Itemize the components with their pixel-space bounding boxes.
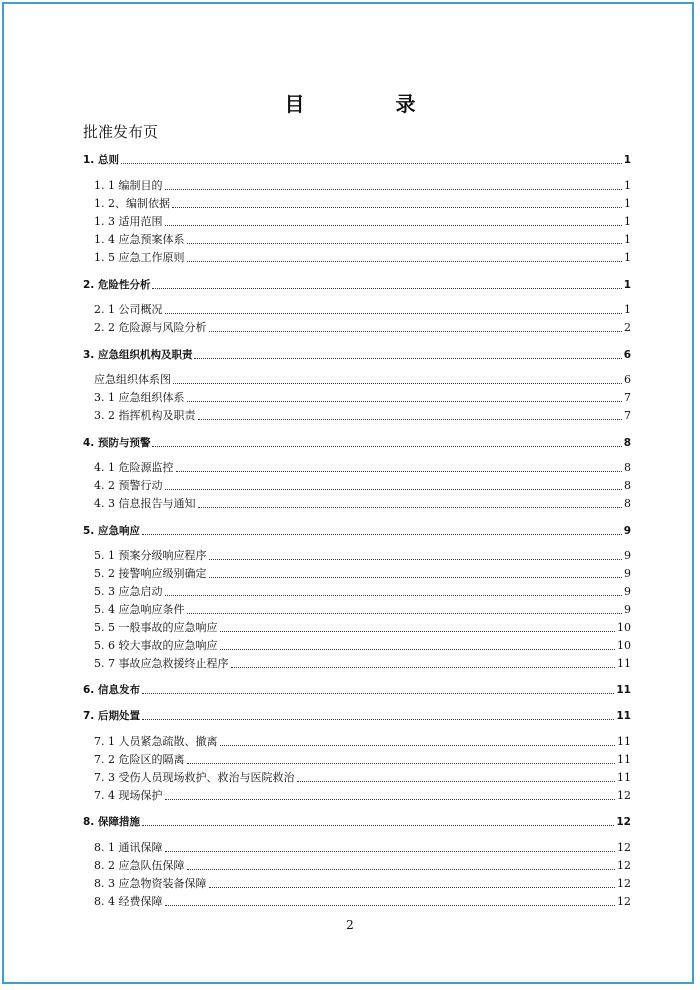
toc-entry-label: 4. 1 危险源监控 <box>94 461 174 474</box>
toc-subsection-entry[interactable] <box>83 619 631 635</box>
toc-entry-page: 9 <box>624 585 631 598</box>
toc-entry-page: 2 <box>624 321 631 334</box>
toc-entry-page: 11 <box>617 771 631 784</box>
toc-leader-dots <box>165 312 623 314</box>
toc-leader-dots <box>165 904 616 906</box>
toc-entry-label: 7. 1 人员紧急疏散、撤离 <box>94 735 218 748</box>
toc-leader-dots <box>165 798 616 800</box>
toc-entry-page: 8 <box>624 479 631 492</box>
toc-entry-label: 4. 2 预警行动 <box>94 479 163 492</box>
toc-leader-dots <box>173 382 622 384</box>
toc-entry-page: 8 <box>624 461 631 474</box>
toc-subsection-entry[interactable] <box>83 177 631 193</box>
toc-leader-dots <box>209 886 616 888</box>
toc-entry-page: 11 <box>616 684 631 696</box>
toc-leader-dots <box>142 692 614 694</box>
toc-section-entry[interactable] <box>83 346 631 362</box>
toc-subsection-entry[interactable] <box>83 389 631 405</box>
toc-entry-label: 2. 2 危险源与风险分析 <box>94 321 207 334</box>
toc-subsection-entry[interactable] <box>83 477 631 493</box>
toc-entry-label: 5. 5 一般事故的应急响应 <box>94 621 218 634</box>
toc-entry-label: 3. 1 应急组织体系 <box>94 391 185 404</box>
toc-leader-dots <box>209 330 623 332</box>
toc-entry-label: 2. 危险性分析 <box>83 279 151 291</box>
toc-entry-label: 5. 4 应急响应条件 <box>94 603 185 616</box>
toc-entry-label: 1. 总则 <box>83 154 119 166</box>
toc-leader-dots <box>198 506 623 508</box>
toc-leader-dots <box>142 824 614 826</box>
toc-entry-page: 1 <box>624 251 631 264</box>
approval-page-link[interactable]: 批准发布页 <box>83 123 159 141</box>
toc-section-entry[interactable] <box>83 434 631 450</box>
page-number: 2 <box>346 918 354 932</box>
toc-leader-dots <box>198 418 623 420</box>
toc-leader-dots <box>220 630 616 632</box>
toc-leader-dots <box>165 488 623 490</box>
toc-entry-label: 3. 2 指挥机构及职责 <box>94 409 196 422</box>
toc-entry-page: 1 <box>624 197 631 210</box>
toc-subsection-entry[interactable] <box>83 565 631 581</box>
toc-entry-page: 12 <box>617 877 631 890</box>
toc-leader-dots <box>187 400 623 402</box>
toc-leader-dots <box>165 850 616 852</box>
toc-leader-dots <box>220 744 616 746</box>
toc-entry-label: 5. 7 事故应急救援终止程序 <box>94 657 229 670</box>
toc-entry-label: 1. 1 编制目的 <box>94 179 163 192</box>
toc-entry-page: 1 <box>623 279 631 291</box>
toc-entry-label: 1. 4 应急预案体系 <box>94 233 185 246</box>
toc-subsection-entry[interactable] <box>83 857 631 873</box>
toc-entry-label: 5. 1 预案分级响应程序 <box>94 549 207 562</box>
toc-entry-label: 7. 3 受伤人员现场救护、救治与医院救治 <box>94 771 295 784</box>
toc-entry-label: 1. 5 应急工作原则 <box>94 251 185 264</box>
toc-entry-page: 10 <box>617 639 631 652</box>
toc-entry-page: 9 <box>623 525 631 537</box>
toc-leader-dots <box>152 445 621 447</box>
toc-subsection-entry[interactable] <box>83 301 631 317</box>
toc-subsection-entry[interactable] <box>83 751 631 767</box>
toc-entry-label: 2. 1 公司概况 <box>94 303 163 316</box>
page-title: 目 录 <box>284 92 458 116</box>
toc-subsection-entry[interactable] <box>83 769 631 785</box>
toc-entry-label: 4. 3 信息报告与通知 <box>94 497 196 510</box>
toc-entry-label: 8. 保障措施 <box>83 816 140 828</box>
toc-section-entry[interactable] <box>83 813 631 829</box>
toc-leader-dots <box>172 206 622 208</box>
toc-entry-page: 1 <box>624 233 631 246</box>
toc-entry-page: 12 <box>617 841 631 854</box>
toc-subsection-entry[interactable] <box>83 875 631 891</box>
toc-entry-page: 10 <box>617 621 631 634</box>
toc-entry-label: 应急组织体系图 <box>94 373 171 386</box>
toc-leader-dots <box>187 242 623 244</box>
toc-entry-page: 11 <box>617 753 631 766</box>
toc-entry-label: 6. 信息发布 <box>83 684 140 696</box>
toc-entry-page: 11 <box>617 735 631 748</box>
toc-entry-page: 12 <box>616 816 631 828</box>
toc-leader-dots <box>220 648 616 650</box>
toc-entry-page: 12 <box>617 789 631 802</box>
toc-entry-label: 5. 应急响应 <box>83 525 140 537</box>
toc-subsection-entry[interactable] <box>83 371 631 387</box>
toc-leader-dots <box>297 780 616 782</box>
toc-leader-dots <box>152 287 621 289</box>
toc-subsection-entry[interactable] <box>83 839 631 855</box>
toc-entry-label: 8. 2 应急队伍保障 <box>94 859 185 872</box>
toc-subsection-entry[interactable] <box>83 319 631 335</box>
toc-leader-dots <box>165 188 623 190</box>
toc-section-entry[interactable] <box>83 151 631 167</box>
toc-leader-dots <box>165 224 623 226</box>
toc-subsection-entry[interactable] <box>83 407 631 423</box>
toc-entry-label: 5. 3 应急启动 <box>94 585 163 598</box>
toc-entry-page: 6 <box>623 349 631 361</box>
toc-subsection-entry[interactable] <box>83 249 631 265</box>
toc-subsection-entry[interactable] <box>83 231 631 247</box>
toc-leader-dots <box>165 594 623 596</box>
toc-leader-dots <box>187 868 616 870</box>
toc-entry-page: 7 <box>624 391 631 404</box>
toc-entry-label: 3. 应急组织机构及职责 <box>83 349 193 361</box>
toc-leader-dots <box>176 470 623 472</box>
toc-subsection-entry[interactable] <box>83 655 631 671</box>
toc-subsection-entry[interactable] <box>83 547 631 563</box>
toc-leader-dots <box>209 576 623 578</box>
toc-leader-dots <box>142 533 622 535</box>
toc-entry-label: 7. 4 现场保护 <box>94 789 163 802</box>
toc-section-entry[interactable] <box>83 522 631 538</box>
toc-entry-label: 8. 3 应急物资装备保障 <box>94 877 207 890</box>
toc-entry-page: 11 <box>617 657 631 670</box>
toc-entry-page: 12 <box>617 895 631 908</box>
toc-subsection-entry[interactable] <box>83 213 631 229</box>
toc-leader-dots <box>231 666 616 668</box>
toc-subsection-entry[interactable] <box>83 195 631 211</box>
toc-subsection-entry[interactable] <box>83 459 631 475</box>
toc-entry-label: 1. 2、编制依据 <box>94 197 170 210</box>
toc-entry-label: 8. 1 通讯保障 <box>94 841 163 854</box>
toc-entry-page: 6 <box>624 373 631 386</box>
toc-entry-label: 4. 预防与预警 <box>83 437 151 449</box>
toc-entry-label: 7. 后期处置 <box>83 710 140 722</box>
toc-entry-page: 9 <box>624 567 631 580</box>
toc-subsection-entry[interactable] <box>83 495 631 511</box>
toc-section-entry[interactable] <box>83 707 631 723</box>
toc-subsection-entry[interactable] <box>83 601 631 617</box>
toc-entry-label: 7. 2 危险区的隔离 <box>94 753 185 766</box>
toc-leader-dots <box>187 762 616 764</box>
toc-leader-dots <box>187 260 623 262</box>
toc-section-entry[interactable] <box>83 681 631 697</box>
toc-entry-label: 5. 6 较大事故的应急响应 <box>94 639 218 652</box>
toc-subsection-entry[interactable] <box>83 733 631 749</box>
toc-entry-label: 1. 3 适用范围 <box>94 215 163 228</box>
toc-entry-page: 8 <box>623 437 631 449</box>
toc-entry-page: 1 <box>624 303 631 316</box>
toc-subsection-entry[interactable] <box>83 893 631 909</box>
toc-entry-page: 12 <box>617 859 631 872</box>
toc-leader-dots <box>142 718 614 720</box>
toc-entry-page: 9 <box>624 603 631 616</box>
toc-subsection-entry[interactable] <box>83 637 631 653</box>
page-border <box>2 2 694 984</box>
toc-entry-page: 9 <box>624 549 631 562</box>
toc-subsection-entry[interactable] <box>83 583 631 599</box>
toc-leader-dots <box>209 558 623 560</box>
toc-subsection-entry[interactable] <box>83 787 631 803</box>
toc-entry-page: 1 <box>624 179 631 192</box>
toc-entry-label: 5. 2 接警响应级别确定 <box>94 567 207 580</box>
toc-leader-dots <box>121 162 622 164</box>
toc-entry-page: 1 <box>623 154 631 166</box>
toc-entry-label: 8. 4 经费保障 <box>94 895 163 908</box>
toc-entry-page: 8 <box>624 497 631 510</box>
toc-section-entry[interactable] <box>83 276 631 292</box>
toc-leader-dots <box>187 612 623 614</box>
toc-entry-page: 7 <box>624 409 631 422</box>
toc-leader-dots <box>194 357 621 359</box>
toc-entry-page: 11 <box>616 710 631 722</box>
toc-entry-page: 1 <box>624 215 631 228</box>
